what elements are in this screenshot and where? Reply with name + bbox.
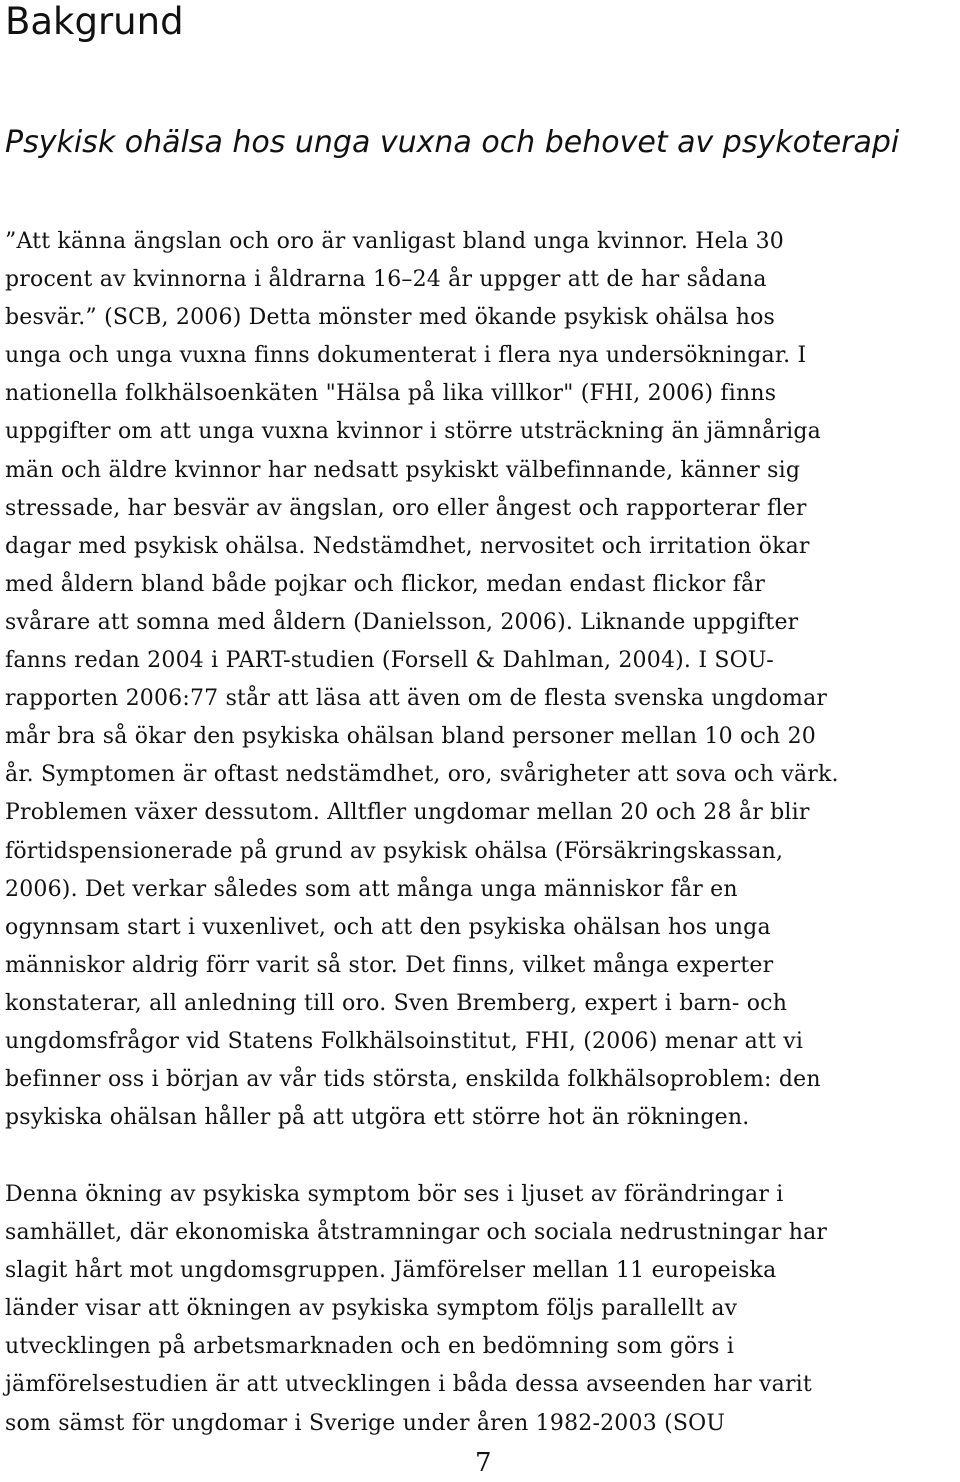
- text-line: rapporten 2006:77 står att läsa att även om de flesta svenska ungdomar: [5, 686, 828, 712]
- text-line: som sämst för ungdomar i Sverige under åren 1982-2003 (SOU: [5, 1410, 726, 1436]
- text-line: män och äldre kvinnor har nedsatt psykiskt välbefinnande, känner sig: [5, 457, 801, 483]
- text-line: mår bra så ökar den psykiska ohälsan bland personer mellan 10 och 20: [5, 724, 816, 750]
- text-line: Problemen växer dessutom. Alltfler ungdomar mellan 20 och 28 år blir: [5, 800, 810, 826]
- text-line: dagar med psykisk ohälsa. Nedstämdhet, nervositet och irritation ökar: [5, 533, 810, 559]
- text-line: fanns redan 2004 i PART-studien (Forsell & Dahlman, 2004). I SOU-: [5, 648, 774, 674]
- paragraph-1: [5, 223, 955, 1137]
- paragraph-2: [5, 1176, 955, 1443]
- text-line: konstaterar, all anledning till oro. Sven Bremberg, expert i barn- och: [5, 990, 788, 1016]
- section-heading: Bakgrund: [5, 0, 184, 43]
- text-line: uppgifter om att unga vuxna kvinnor i större utsträckning än jämnåriga: [5, 419, 822, 445]
- text-line: Denna ökning av psykiska symptom bör ses i ljuset av förändringar i: [5, 1182, 784, 1207]
- text-line: procent av kvinnorna i åldrarna 16–24 år uppger att de har sådana: [5, 267, 767, 293]
- text-line: stressade, har besvär av ängslan, oro eller ångest och rapporterar fler: [5, 495, 807, 521]
- text-line: år. Symptomen är oftast nedstämdhet, oro, svårigheter att sova och värk.: [5, 762, 839, 788]
- text-line: jämförelsestudien är att utvecklingen i båda dessa avseenden har varit: [5, 1372, 812, 1398]
- text-line: ungdomsfrågor vid Statens Folkhälsoinstitut, FHI, (2006) menar att vi: [5, 1028, 804, 1054]
- text-line: psykiska ohälsan håller på att utgöra ett större hot än rökningen.: [5, 1105, 750, 1131]
- text-line: människor aldrig förr varit så stor. Det finns, vilket många experter: [5, 952, 774, 978]
- subsection-heading: Psykisk ohälsa hos unga vuxna och behovet av psykoterapi: [5, 125, 900, 160]
- text-line: ogynnsam start i vuxenlivet, och att den psykiska ohälsan hos unga: [5, 914, 771, 940]
- text-line: länder visar att ökningen av psykiska symptom följs parallellt av: [5, 1296, 738, 1322]
- text-line: besvär.” (SCB, 2006) Detta mönster med ökande psykisk ohälsa hos: [5, 305, 776, 331]
- text-line: med åldern bland både pojkar och flickor, medan endast flickor får: [5, 571, 766, 597]
- text-line: samhället, där ekonomiska åtstramningar och sociala nedrustningar har: [5, 1220, 828, 1246]
- text-line: 2006). Det verkar således som att många unga människor får en: [5, 876, 738, 902]
- text-line: slagit hårt mot ungdomsgruppen. Jämförelser mellan 11 europeiska: [5, 1258, 777, 1284]
- text-line: befinner oss i början av vår tids största, enskilda folkhälsoproblem: den: [5, 1067, 821, 1093]
- page-number: 7: [475, 1448, 492, 1478]
- text-line: nationella folkhälsoenkäten "Hälsa på lika villkor" (FHI, 2006) finns: [5, 381, 777, 407]
- text-line: utvecklingen på arbetsmarknaden och en bedömning som görs i: [5, 1334, 735, 1360]
- text-line: unga och unga vuxna finns dokumenterat i flera nya undersökningar. I: [5, 343, 807, 369]
- text-line: ”Att känna ängslan och oro är vanligast bland unga kvinnor. Hela 30: [5, 229, 784, 254]
- text-line: förtidspensionerade på grund av psykisk ohälsa (Försäkringskassan,: [5, 838, 784, 864]
- text-line: svårare att somna med åldern (Danielsson, 2006). Liknande uppgifter: [5, 609, 799, 635]
